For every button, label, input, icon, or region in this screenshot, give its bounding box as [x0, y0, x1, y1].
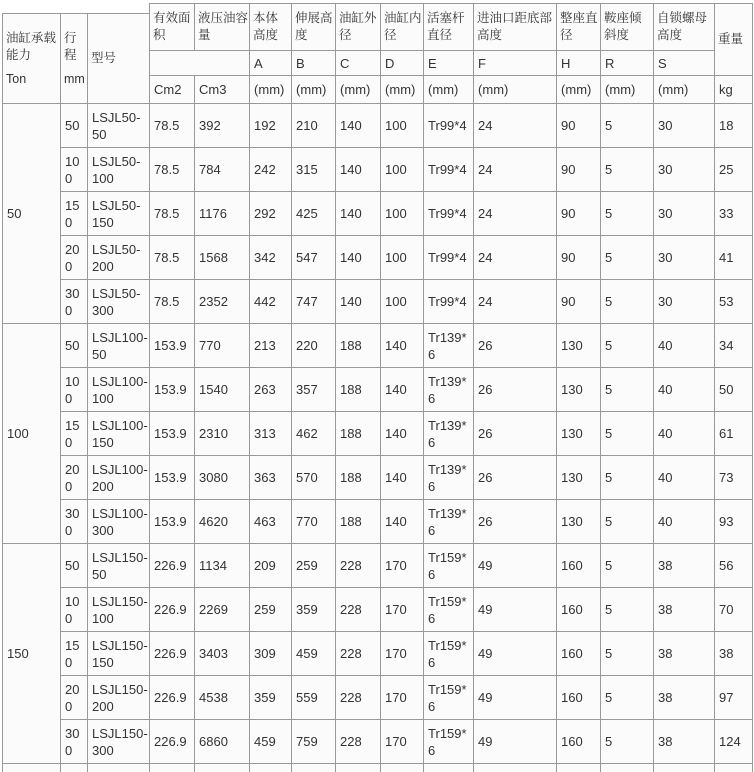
cell-dim-a: 363	[250, 456, 292, 500]
cell-dim-b: 759	[292, 720, 336, 764]
cell-area: 78.5	[150, 192, 195, 236]
cell-load: 100	[3, 324, 61, 544]
cell-dim-c: 188	[336, 500, 381, 544]
cell-dim-f: 49	[474, 544, 557, 588]
cell-dim-r: 5	[601, 632, 654, 676]
cell-area: 78.5	[150, 104, 195, 148]
cell-dim-e: Tr159*6	[424, 676, 474, 720]
cell-dim-e: Tr139*6	[424, 500, 474, 544]
cell-dim-a: 342	[250, 236, 292, 280]
header-load	[3, 14, 61, 104]
cell-dim-e: Tr159*6	[424, 720, 474, 764]
cell-dim-c: 228	[336, 544, 381, 588]
cell-dim-h: 90	[557, 148, 601, 192]
header-dim-f: 进油口距底部高度	[474, 4, 557, 51]
cell-dim-d: 140	[381, 500, 424, 544]
header-volume: 液压油容量	[195, 4, 250, 51]
cell-stroke: 200	[61, 456, 88, 500]
cell-dim-f: 49	[474, 676, 557, 720]
cell-volume: 2352	[195, 280, 250, 324]
cell-dim-r: 5	[601, 104, 654, 148]
cell-dim-b: 462	[292, 412, 336, 456]
cell-dim-r: 5	[601, 324, 654, 368]
cell-dim-e: Tr139*6	[424, 412, 474, 456]
cell-volume: 784	[195, 148, 250, 192]
cell-dim-b: 259	[292, 544, 336, 588]
cell-weight: 34	[715, 324, 753, 368]
header-dim-c: 油缸外径	[336, 4, 381, 51]
cell-dim-h: 90	[557, 236, 601, 280]
letter-h: H	[557, 51, 601, 76]
cell-area: 153.9	[150, 324, 195, 368]
cell-dim-f: 24	[474, 236, 557, 280]
header-weight: 重量	[715, 4, 753, 76]
cell-dim-e: Tr159*6	[424, 588, 474, 632]
cell-weight: 93	[715, 500, 753, 544]
cell-stroke: 200	[61, 676, 88, 720]
cell-dim-c: 228	[336, 676, 381, 720]
cell-stroke: 200	[61, 236, 88, 280]
table-row	[3, 500, 753, 544]
cell-model: LSJL100-150	[88, 412, 150, 456]
cell-volume: 3080	[195, 456, 250, 500]
cell-dim-r: 5	[601, 148, 654, 192]
letter-a: A	[250, 51, 292, 76]
cell-dim-e: Tr139*6	[424, 324, 474, 368]
cell-dim-h: 130	[557, 368, 601, 412]
cell-dim-c: 228	[336, 720, 381, 764]
cell-dim-r: 5	[601, 500, 654, 544]
cell-dim-r: 5	[601, 676, 654, 720]
cell-dim-d: 100	[381, 236, 424, 280]
cell-dim-a: 213	[250, 324, 292, 368]
cell-model: LSJL50-150	[88, 192, 150, 236]
cell-stroke: 100	[61, 588, 88, 632]
unit-dim-b: (mm)	[292, 76, 336, 104]
cell-dim-s: 30	[654, 280, 715, 324]
cell-model: LSJL150-200	[88, 676, 150, 720]
cell-dim-r: 5	[601, 456, 654, 500]
cell-dim-f: 26	[474, 456, 557, 500]
table-row	[3, 324, 753, 368]
table-row	[3, 280, 753, 324]
cell-dim-e: Tr159*6	[424, 632, 474, 676]
cell-dim-h: 160	[557, 676, 601, 720]
cell-dim-r: 5	[601, 720, 654, 764]
cell-model: LSJL150-100	[88, 588, 150, 632]
cell-dim-r: 5	[601, 280, 654, 324]
cell-dim-e: Tr99*4	[424, 236, 474, 280]
cell-dim-s: 30	[654, 104, 715, 148]
cell-dim-c: 140	[336, 236, 381, 280]
cell-dim-a: 463	[250, 500, 292, 544]
header-stroke-title: 行程	[64, 30, 77, 62]
cell-dim-f: 26	[474, 412, 557, 456]
header-row-top	[3, 4, 753, 14]
cell-empty	[150, 764, 195, 772]
cell-weight: 97	[715, 676, 753, 720]
cell-dim-d: 100	[381, 192, 424, 236]
cell-weight: 61	[715, 412, 753, 456]
cell-dim-h: 90	[557, 280, 601, 324]
cell-empty	[557, 764, 601, 772]
cell-weight: 38	[715, 632, 753, 676]
header-area: 有效面积	[150, 4, 195, 51]
cell-weight: 33	[715, 192, 753, 236]
table-row	[3, 676, 753, 720]
cell-empty	[601, 764, 654, 772]
cell-empty	[381, 764, 424, 772]
cell-area: 153.9	[150, 412, 195, 456]
cell-dim-b: 220	[292, 324, 336, 368]
cell-weight: 53	[715, 280, 753, 324]
letter-f: F	[474, 51, 557, 76]
cell-volume: 1176	[195, 192, 250, 236]
unit-dim-a: (mm)	[250, 76, 292, 104]
cell-dim-s: 38	[654, 676, 715, 720]
cell-dim-f: 24	[474, 192, 557, 236]
cell-weight: 25	[715, 148, 753, 192]
table-row	[3, 544, 753, 588]
cell-volume: 392	[195, 104, 250, 148]
table-row	[3, 456, 753, 500]
table-row	[3, 588, 753, 632]
cell-dim-a: 459	[250, 720, 292, 764]
cell-dim-e: Tr99*4	[424, 192, 474, 236]
cell-dim-a: 259	[250, 588, 292, 632]
unit-weight: kg	[715, 76, 753, 104]
table-row-clipped	[3, 764, 753, 772]
cell-dim-h: 130	[557, 412, 601, 456]
cell-volume: 6860	[195, 720, 250, 764]
cell-dim-c: 188	[336, 368, 381, 412]
cell-dim-h: 160	[557, 544, 601, 588]
cell-stroke: 50	[61, 104, 88, 148]
cell-empty	[474, 764, 557, 772]
cell-stroke: 300	[61, 500, 88, 544]
cell-dim-c: 228	[336, 632, 381, 676]
header-dim-r: 鞍座倾斜度	[601, 4, 654, 51]
cell-dim-a: 192	[250, 104, 292, 148]
cell-dim-b: 547	[292, 236, 336, 280]
cell-model: LSJL50-50	[88, 104, 150, 148]
cell-dim-b: 359	[292, 588, 336, 632]
header-dim-b: 伸展高度	[292, 4, 336, 51]
table-row	[3, 236, 753, 280]
cell-dim-h: 130	[557, 324, 601, 368]
cell-dim-f: 49	[474, 588, 557, 632]
cell-dim-c: 188	[336, 456, 381, 500]
cell-stroke: 50	[61, 324, 88, 368]
cell-weight: 124	[715, 720, 753, 764]
table-row	[3, 368, 753, 412]
cell-volume: 1134	[195, 544, 250, 588]
cell-dim-a: 263	[250, 368, 292, 412]
unit-dim-s: (mm)	[654, 76, 715, 104]
cell-stroke: 50	[61, 544, 88, 588]
cell-dim-d: 170	[381, 544, 424, 588]
spec-table	[2, 3, 753, 772]
cell-empty	[424, 764, 474, 772]
cell-volume: 770	[195, 324, 250, 368]
cell-dim-h: 90	[557, 104, 601, 148]
cell-load: 50	[3, 104, 61, 324]
cell-dim-d: 140	[381, 368, 424, 412]
table-row	[3, 148, 753, 192]
cell-volume: 1568	[195, 236, 250, 280]
cell-dim-d: 140	[381, 456, 424, 500]
cell-dim-e: Tr159*6	[424, 544, 474, 588]
letter-r: R	[601, 51, 654, 76]
cell-dim-b: 559	[292, 676, 336, 720]
cell-stroke: 100	[61, 368, 88, 412]
cell-dim-c: 140	[336, 148, 381, 192]
header-dim-a: 本体高度	[250, 4, 292, 51]
cell-dim-e: Tr139*6	[424, 456, 474, 500]
letter-s: S	[654, 51, 715, 76]
unit-area: Cm2	[150, 76, 195, 104]
cell-dim-h: 130	[557, 500, 601, 544]
cell-volume: 1540	[195, 368, 250, 412]
unit-dim-e: (mm)	[424, 76, 474, 104]
cell-empty	[654, 764, 715, 772]
cell-dim-a: 292	[250, 192, 292, 236]
unit-dim-r: (mm)	[601, 76, 654, 104]
cell-dim-s: 40	[654, 412, 715, 456]
cell-dim-s: 40	[654, 500, 715, 544]
cell-area: 226.9	[150, 676, 195, 720]
cell-weight: 70	[715, 588, 753, 632]
cell-dim-d: 100	[381, 148, 424, 192]
cell-volume: 2310	[195, 412, 250, 456]
cell-dim-b: 315	[292, 148, 336, 192]
cell-weight: 73	[715, 456, 753, 500]
cell-area: 78.5	[150, 280, 195, 324]
cell-empty	[88, 764, 150, 772]
cell-dim-b: 459	[292, 632, 336, 676]
table-row	[3, 192, 753, 236]
cell-area: 153.9	[150, 368, 195, 412]
cell-dim-b: 570	[292, 456, 336, 500]
cell-volume: 4538	[195, 676, 250, 720]
cell-model: LSJL50-200	[88, 236, 150, 280]
cell-stroke: 300	[61, 280, 88, 324]
cell-model: LSJL100-200	[88, 456, 150, 500]
cell-dim-h: 130	[557, 456, 601, 500]
header-model: 型号	[88, 14, 150, 104]
cell-dim-s: 40	[654, 456, 715, 500]
letter-d: D	[381, 51, 424, 76]
cell-dim-c: 188	[336, 324, 381, 368]
cell-dim-s: 30	[654, 192, 715, 236]
cell-dim-d: 170	[381, 588, 424, 632]
cell-dim-s: 40	[654, 324, 715, 368]
cell-area: 153.9	[150, 456, 195, 500]
cell-dim-h: 90	[557, 192, 601, 236]
table-row	[3, 412, 753, 456]
cell-dim-a: 309	[250, 632, 292, 676]
cell-dim-d: 170	[381, 720, 424, 764]
header-stroke	[61, 14, 88, 104]
cell-dim-e: Tr99*4	[424, 148, 474, 192]
cell-model: LSJL50-100	[88, 148, 150, 192]
cell-dim-d: 140	[381, 324, 424, 368]
cell-weight: 18	[715, 104, 753, 148]
cell-stroke: 300	[61, 720, 88, 764]
cell-dim-d: 140	[381, 412, 424, 456]
cell-dim-f: 24	[474, 104, 557, 148]
cell-dim-s: 30	[654, 148, 715, 192]
cell-dim-b: 770	[292, 500, 336, 544]
cell-dim-s: 38	[654, 544, 715, 588]
cell-model: LSJL50-300	[88, 280, 150, 324]
cell-dim-r: 5	[601, 588, 654, 632]
cell-stroke: 150	[61, 412, 88, 456]
cell-empty	[3, 764, 61, 772]
cell-dim-h: 160	[557, 588, 601, 632]
cell-model: LSJL150-150	[88, 632, 150, 676]
cell-dim-d: 100	[381, 104, 424, 148]
cell-area: 226.9	[150, 588, 195, 632]
cell-dim-e: Tr99*4	[424, 280, 474, 324]
header-dim-s: 自锁螺母高度	[654, 4, 715, 51]
cell-dim-f: 24	[474, 280, 557, 324]
header-dim-e: 活塞杆直径	[424, 4, 474, 51]
cell-dim-a: 359	[250, 676, 292, 720]
cell-dim-h: 160	[557, 720, 601, 764]
cell-stroke: 150	[61, 192, 88, 236]
cell-stroke: 100	[61, 148, 88, 192]
cell-dim-s: 38	[654, 720, 715, 764]
cell-dim-f: 49	[474, 720, 557, 764]
letter-c: C	[336, 51, 381, 76]
cell-model: LSJL100-50	[88, 324, 150, 368]
cell-dim-b: 747	[292, 280, 336, 324]
cell-empty	[292, 764, 336, 772]
cell-dim-b: 357	[292, 368, 336, 412]
cell-area: 78.5	[150, 236, 195, 280]
cell-dim-c: 188	[336, 412, 381, 456]
cell-dim-r: 5	[601, 544, 654, 588]
cell-volume: 2269	[195, 588, 250, 632]
cell-area: 226.9	[150, 632, 195, 676]
cell-load: 150	[3, 544, 61, 764]
cell-dim-b: 425	[292, 192, 336, 236]
letter-b: B	[292, 51, 336, 76]
header-letters-spacer	[150, 51, 250, 76]
cell-model: LSJL100-300	[88, 500, 150, 544]
letter-e: E	[424, 51, 474, 76]
cell-area: 153.9	[150, 500, 195, 544]
cell-dim-r: 5	[601, 236, 654, 280]
table-row	[3, 720, 753, 764]
header-dim-h: 整座直径	[557, 4, 601, 51]
cell-dim-f: 26	[474, 324, 557, 368]
cell-empty	[61, 764, 88, 772]
cell-dim-c: 140	[336, 280, 381, 324]
cell-weight: 50	[715, 368, 753, 412]
cell-empty	[195, 764, 250, 772]
cell-dim-s: 38	[654, 588, 715, 632]
cell-model: LSJL100-100	[88, 368, 150, 412]
cell-weight: 56	[715, 544, 753, 588]
cell-dim-e: Tr99*4	[424, 104, 474, 148]
header-load-title: 油缸承载能力	[6, 30, 57, 62]
cell-area: 226.9	[150, 720, 195, 764]
cell-dim-d: 100	[381, 280, 424, 324]
cell-model: LSJL150-50	[88, 544, 150, 588]
cell-empty	[250, 764, 292, 772]
cell-dim-s: 38	[654, 632, 715, 676]
cell-empty	[715, 764, 753, 772]
cell-dim-d: 170	[381, 676, 424, 720]
cell-dim-c: 140	[336, 104, 381, 148]
cell-dim-f: 24	[474, 148, 557, 192]
cell-dim-f: 26	[474, 500, 557, 544]
cell-dim-a: 442	[250, 280, 292, 324]
cell-empty	[336, 764, 381, 772]
cell-weight: 41	[715, 236, 753, 280]
cell-dim-b: 210	[292, 104, 336, 148]
unit-volume: Cm3	[195, 76, 250, 104]
table-row	[3, 632, 753, 676]
cell-stroke: 150	[61, 632, 88, 676]
unit-dim-c: (mm)	[336, 76, 381, 104]
header-offset-spacer	[3, 4, 150, 14]
unit-dim-f: (mm)	[474, 76, 557, 104]
header-stroke-unit: mm	[64, 71, 85, 86]
cell-dim-a: 209	[250, 544, 292, 588]
cell-volume: 4620	[195, 500, 250, 544]
unit-dim-d: (mm)	[381, 76, 424, 104]
cell-model: LSJL150-300	[88, 720, 150, 764]
cell-dim-h: 160	[557, 632, 601, 676]
cell-dim-f: 49	[474, 632, 557, 676]
table-row	[3, 104, 753, 148]
header-load-unit: Ton	[6, 71, 27, 86]
cell-dim-r: 5	[601, 368, 654, 412]
cell-dim-f: 26	[474, 368, 557, 412]
cell-dim-a: 313	[250, 412, 292, 456]
cell-dim-c: 140	[336, 192, 381, 236]
cell-dim-s: 40	[654, 368, 715, 412]
cell-volume: 3403	[195, 632, 250, 676]
cell-dim-e: Tr139*6	[424, 368, 474, 412]
cell-area: 78.5	[150, 148, 195, 192]
cell-dim-d: 170	[381, 632, 424, 676]
cell-dim-c: 228	[336, 588, 381, 632]
cell-area: 226.9	[150, 544, 195, 588]
cell-dim-r: 5	[601, 192, 654, 236]
cell-dim-r: 5	[601, 412, 654, 456]
header-dim-d: 油缸内径	[381, 4, 424, 51]
cell-dim-s: 30	[654, 236, 715, 280]
unit-dim-h: (mm)	[557, 76, 601, 104]
cell-dim-a: 242	[250, 148, 292, 192]
